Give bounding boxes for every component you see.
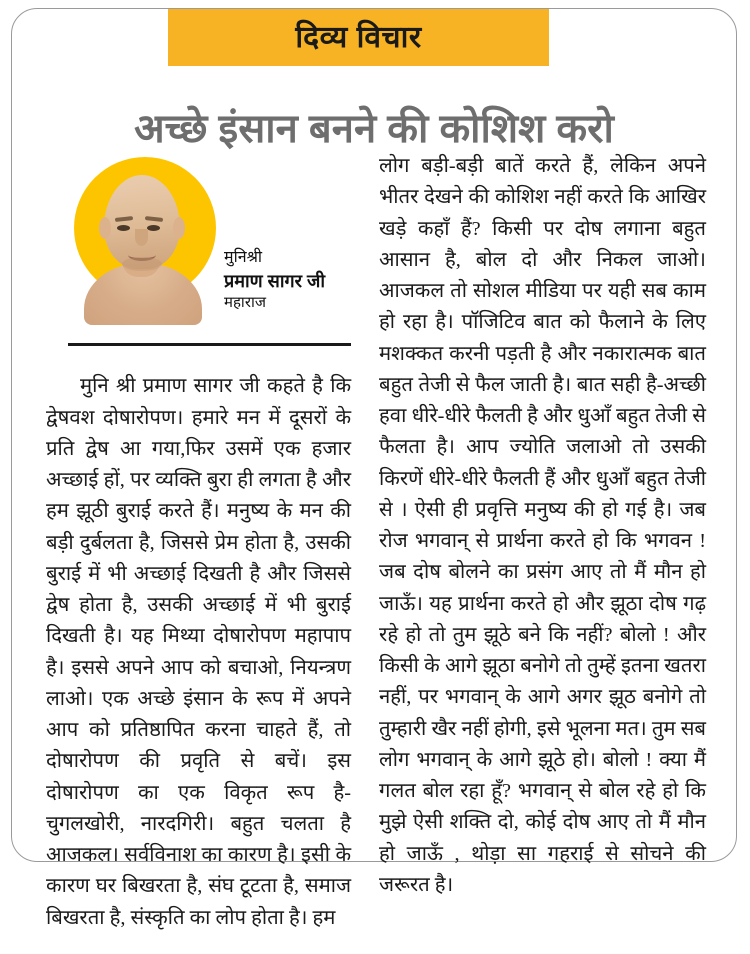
page-title: अच्छे इंसान बनने की कोशिश करो xyxy=(134,106,614,151)
author-name: प्रमाण सागर जी xyxy=(224,270,326,291)
masthead-banner-row xyxy=(12,9,736,67)
portrait-ear-left xyxy=(99,217,111,239)
portrait-nose xyxy=(135,229,148,246)
author-suffix: महाराज xyxy=(224,293,266,311)
author-portrait xyxy=(66,157,216,325)
article-body-left: मुनि श्री प्रमाण सागर जी कहते है कि द्वेषवश दोषारोपण। हमारे मन में दूसरों के प्रति द्वेष आ गया,फिर उसमें एक हजार अच्छाई हों, पर व्यक्ति बुरा ही लगता है और हम झूठी बुराई करते हैं। मनुष्य के मन की बड़ी दुर्बलता है, जिससे प्रेम होता है, उसकी बुराई में भी अच्छाई दिखती है और जिससे द्वेष होता है, उसकी अच्छाई में भी बुराई दिखती है। यह मिथ्या दोषारोपण महापाप है। इससे अपने आप को बचाओ, नियन्त्रण लाओ। एक अच्छे इंसान के रूप में अपने आप को प्रतिष्ठापित करना चाहते हैं, तो दोषारोपण की प्रवृति से बचें। इस दोषारोपण का एक विकृत रूप है-चुगलखोरी, नारदगिरी। बहुत चलता है आजकल। सर्वविनाश का कारण है। इसी के कारण घर बिखरता है, संघ टूटता है, समाज बिखरता है, संस्कृति का लोप होता है। हम xyxy=(46,375,352,929)
portrait-eye-right xyxy=(147,225,160,231)
left-column xyxy=(12,151,369,954)
right-column xyxy=(369,151,736,921)
article-body-right: लोग बड़ी-बड़ी बातें करते हैं, लेकिन अपने भीतर देखने की कोशिश नहीं करते कि आखिर खड़े कहाँ हैं? किसी पर दोष लगाना बहुत आसान है, बोल दो और निकल जाओ। आजकल तो सोशल मीडिया पर यही सब काम हो रहा है। पॉजिटिव बात को फैलाने के लिए मशक्कत करनी पड़ती है और नकारात्मक बात बहुत तेजी से फैल जाती है। बात सही है-अच्छी हवा धीरे-धीरे फैलती है और धुआँ बहुत तेजी से फैलता है। आप ज्योति जलाओ तो उसकी किरणें धीरे-धीरे फैलती हैं और धुआँ बहुत तेजी से । ऐसी ही प्रवृत्ति मनुष्य की हो गई है। जब रोज भगवान् से प्रार्थना करते हो कि भगवन ! जब दोष बोलने का प्रसंग आए तो मैं मौन हो जाऊँ। यह प्रार्थना करते हो और झूठा दोष गढ़ रहे हो तो तुम झूठे बने कि नहीं? बोलो ! और किसी के आगे झूठा बनोगे तो तुम्हें इतना खतरा नहीं, पर भगवान् के आगे अगर झूठ बनोगे तो तुम्हारी खैर नहीं होगी, इसे भूलना मत। तुम सब लोग भगवान् के आगे झूठे हो। बोलो ! क्या मैं गलत बोल रहा हूँ? भगवान् से बोल रहे हो कि मुझे ऐसी शक्ति दो, कोई दोष आए तो मैं मौन हो जाऊँ , थोड़ा सा गहराई से सोचने की जरूरत है। xyxy=(379,155,706,896)
author-prefix: मुनिश्री xyxy=(224,249,263,266)
author-block xyxy=(46,151,351,351)
article-card xyxy=(11,8,737,929)
portrait-ear-right xyxy=(173,217,185,239)
masthead-banner xyxy=(168,9,549,66)
masthead-title: दिव्य विचार xyxy=(295,20,422,54)
portrait-eye-left xyxy=(117,225,130,231)
byline-divider xyxy=(68,343,351,346)
article-columns xyxy=(12,151,736,929)
portrait-chin xyxy=(122,257,162,271)
author-byline xyxy=(224,247,325,313)
